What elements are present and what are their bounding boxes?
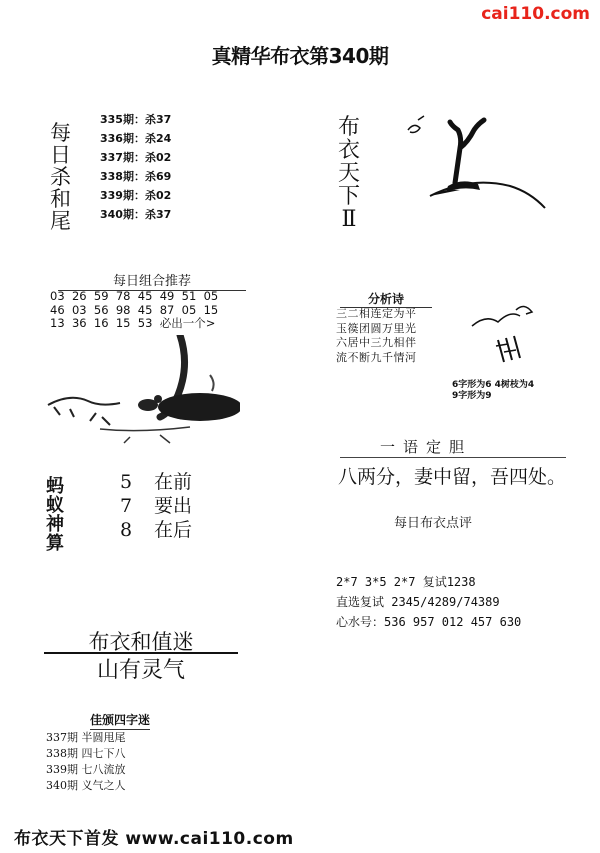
combo-numbers <box>50 290 218 331</box>
idiom-row: 339期 七八流放 <box>46 763 126 776</box>
ant-title-char: 蚂 <box>46 476 64 497</box>
daily-kill-label-char: 尾 <box>50 209 71 234</box>
ant-row <box>120 470 192 494</box>
site-watermark: cai110.com <box>481 4 590 24</box>
combo-row: 46 03 56 98 45 87 05 15 <box>50 302 219 317</box>
footer-banner: 布衣天下首发 www.cai110.com <box>14 829 294 849</box>
review-row: 心水号：536 957 012 457 630 <box>336 615 522 629</box>
poem-lines <box>336 307 417 365</box>
mountain-illustration <box>468 296 548 366</box>
ant-title-char: 神 <box>46 513 64 535</box>
right-title-char: Ⅱ <box>341 207 357 233</box>
poem-line: 流不断九千情河 <box>336 350 417 364</box>
review-row: 直选复试 2345/4289/74389 <box>336 595 500 609</box>
review-row: 2*7 3*5 2*7 复试1238 <box>336 575 476 589</box>
ant-vertical-title <box>46 478 64 554</box>
review-title: 每日布衣点评 <box>394 516 473 531</box>
daily-kill-row: 335期：杀37 <box>100 113 172 126</box>
daily-kill-list <box>100 110 171 224</box>
daily-kill-vertical-label <box>50 122 71 232</box>
daily-kill-label-char: 和 <box>50 187 71 212</box>
riddle-title: 布衣和值迷 <box>88 630 194 654</box>
right-title-char: 衣 <box>338 138 361 164</box>
ant-row <box>120 494 192 518</box>
right-title-char: 天 <box>338 161 361 187</box>
combo-row: 13 36 16 15 53 必出一个> <box>50 316 216 330</box>
right-title-char: 下 <box>338 184 361 210</box>
poem-line: 玉篌团圆万里光 <box>336 321 417 335</box>
ant-row <box>120 518 192 542</box>
ink-painting-illustration <box>40 335 240 445</box>
ant-number: 5 <box>120 471 133 493</box>
one-saying-text: 八两分，妻中留，吾四处。 <box>338 466 567 488</box>
daily-kill-row: 338期：杀69 <box>100 170 172 183</box>
tree-illustration <box>400 108 550 213</box>
page-title: 真精华布衣第340期 <box>211 44 389 68</box>
ant-title-char: 算 <box>46 532 64 554</box>
ant-number: 8 <box>120 519 133 541</box>
poem-line: 六居中三九相伴 <box>336 336 417 349</box>
daily-kill-row: 340期：杀37 <box>100 208 172 221</box>
riddle-answer: 山有灵气 <box>96 658 185 683</box>
daily-kill-row: 337期：杀02 <box>100 151 172 164</box>
idiom-list <box>46 730 126 794</box>
stroke-hint: 9字形为9 <box>452 391 492 401</box>
idiom-title: 佳颁四字迷 <box>90 711 150 730</box>
review-data <box>336 572 521 632</box>
daily-kill-row: 336期：杀24 <box>100 132 172 145</box>
poem-title: 分析诗 <box>340 290 432 308</box>
daily-kill-label-char: 每 <box>50 121 71 145</box>
daily-kill-label-char: 日 <box>50 143 71 168</box>
right-title-char: 布 <box>338 115 361 140</box>
ant-text: 在后 <box>154 519 193 541</box>
one-saying-title: 一语定胆 <box>380 438 473 456</box>
daily-kill-label-char: 杀 <box>50 165 71 190</box>
idiom-row: 340期 义气之人 <box>46 779 126 792</box>
ant-number: 7 <box>120 495 133 517</box>
one-saying-divider <box>340 457 566 458</box>
ant-text: 在前 <box>154 471 193 493</box>
idiom-row: 338期 四七下八 <box>46 747 126 760</box>
right-title-vertical <box>338 116 360 231</box>
daily-kill-row: 339期：杀02 <box>100 189 172 202</box>
stroke-hint: 6字形为6 4树枝为4 <box>452 380 535 390</box>
combo-title: 每日组合推荐 <box>58 270 246 291</box>
ant-rows <box>120 470 192 542</box>
stroke-hints <box>452 380 534 402</box>
ant-text: 要出 <box>154 495 193 517</box>
idiom-row: 337期 半圆甩尾 <box>46 731 126 744</box>
combo-row: 03 26 59 78 45 49 51 05 <box>50 289 219 303</box>
ant-title-char: 蚁 <box>46 494 64 516</box>
poem-line: 三二相连定为平 <box>336 307 417 320</box>
